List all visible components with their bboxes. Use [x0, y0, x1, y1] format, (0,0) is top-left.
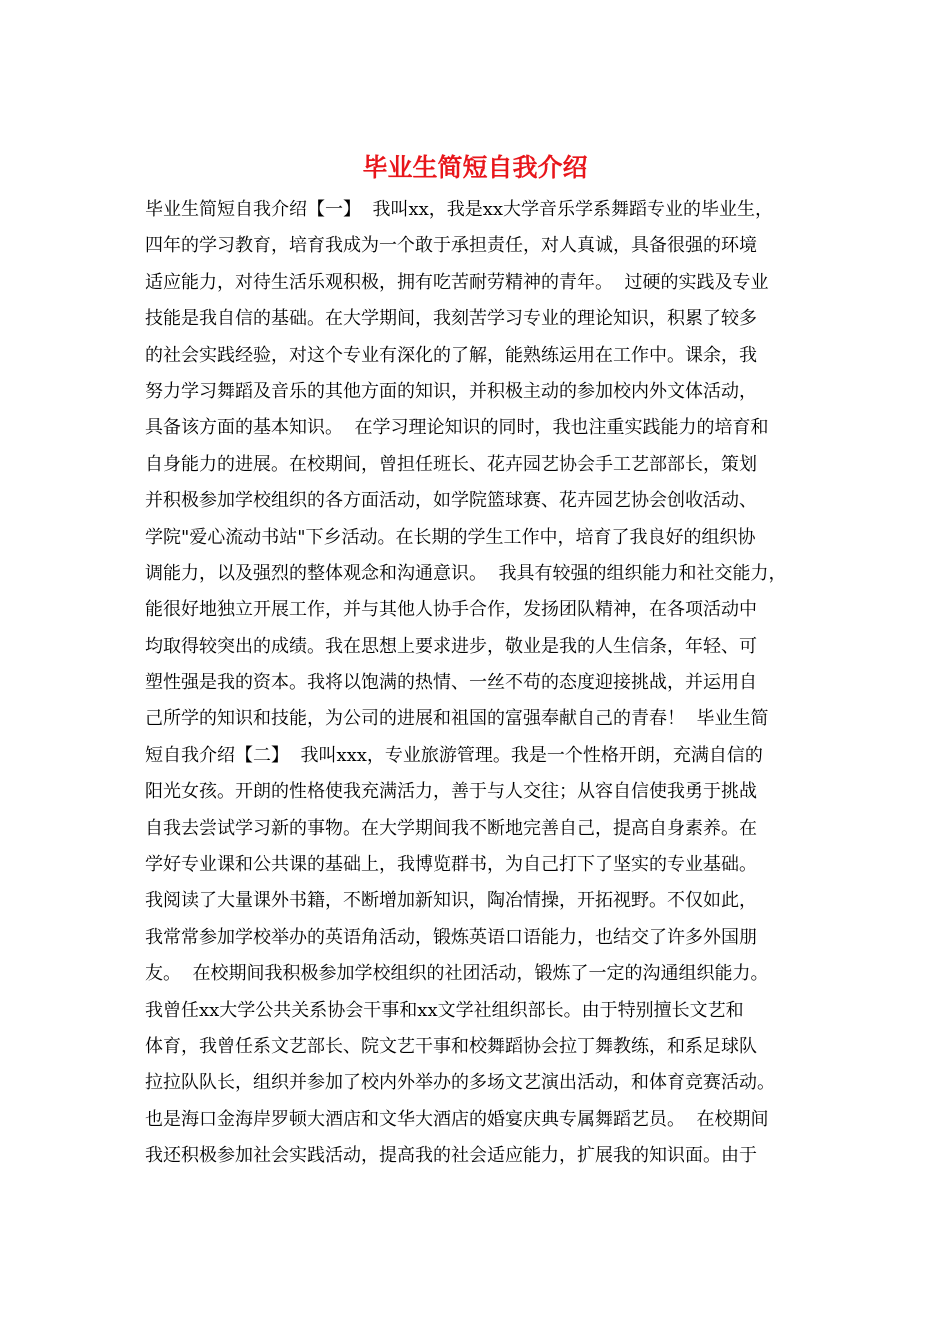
body-line: 自我去尝试学习新的事物。在大学期间我不断地完善自己，提高自身素养。在 — [145, 817, 757, 839]
body-line: 学院"爱心流动书站"下乡活动。在长期的学生工作中，培育了我良好的组织协 — [145, 526, 756, 548]
body-line: 学好专业课和公共课的基础上，我博览群书，为自己打下了坚实的专业基础。 — [145, 854, 757, 876]
body-line: 均取得较突出的成绩。我在思想上要求进步，敬业是我的人生信条，年轻、可 — [145, 635, 757, 657]
body-line: 调能力，以及强烈的整体观念和沟通意识。 我具有较强的组织能力和社交能力， — [145, 562, 787, 584]
body-line: 短自我介绍【二】 我叫xxx，专业旅游管理。我是一个性格开朗，充满自信的 — [145, 744, 763, 766]
body-line: 具备该方面的基本知识。 在学习理论知识的同时，我也注重实践能力的培育和 — [145, 417, 769, 439]
body-line: 自身能力的进展。在校期间，曾担任班长、花卉园艺协会手工艺部部长，策划 — [145, 453, 757, 475]
document-body — [145, 192, 825, 1175]
body-line: 阳光女孩。开朗的性格使我充满活力，善于与人交往；从容自信使我勇于挑战 — [145, 781, 757, 803]
body-line: 能很好地独立开展工作，并与其他人协手合作，发扬团队精神，在各项活动中 — [145, 599, 757, 621]
body-line: 己所学的知识和技能，为公司的进展和祖国的富强奉献自己的青春！ 毕业生简 — [145, 708, 769, 730]
body-line: 塑性强是我的资本。我将以饱满的热情、一丝不苟的态度迎接挑战，并运用自 — [145, 672, 757, 694]
body-line: 也是海口金海岸罗顿大酒店和文华大酒店的婚宴庆典专属舞蹈艺员。 在校期间 — [145, 1108, 769, 1130]
body-line: 拉拉队队长，组织并参加了校内外举办的多场文艺演出活动，和体育竞赛活动。 — [145, 1072, 775, 1094]
body-line: 适应能力，对待生活乐观积极，拥有吃苦耐劳精神的青年。 过硬的实践及专业 — [145, 271, 769, 293]
body-line: 四年的学习教育，培育我成为一个敢于承担责任，对人真诚，具备很强的环境 — [145, 235, 757, 257]
body-line: 技能是我自信的基础。在大学期间，我刻苦学习专业的理论知识，积累了较多 — [145, 308, 757, 330]
body-line: 努力学习舞蹈及音乐的其他方面的知识，并积极主动的参加校内外文体活动， — [145, 380, 757, 402]
body-line: 友。 在校期间我积极参加学校组织的社团活动，锻炼了一定的沟通组织能力。 — [145, 963, 769, 985]
body-line: 体育，我曾任系文艺部长、院文艺干事和校舞蹈协会拉丁舞教练，和系足球队 — [145, 1035, 757, 1057]
body-line: 的社会实践经验，对这个专业有深化的了解，能熟练运用在工作中。课余，我 — [145, 344, 757, 366]
body-line: 我还积极参加社会实践活动，提高我的社会适应能力，扩展我的知识面。由于 — [145, 1145, 757, 1167]
body-line: 毕业生简短自我介绍【一】 我叫xx，我是xx大学音乐学系舞蹈专业的毕业生， — [145, 199, 774, 220]
body-line: 我曾任xx大学公共关系协会干事和xx文学社组织部长。由于特别擅长文艺和 — [145, 999, 744, 1021]
body-line: 我常常参加学校举办的英语角活动，锻炼英语口语能力，也结交了许多外国朋 — [145, 926, 757, 948]
document-title: 毕业生简短自我介绍 — [362, 153, 588, 182]
body-line: 我阅读了大量课外书籍，不断增加新知识，陶冶情操，开拓视野。不仅如此， — [145, 890, 757, 912]
body-line: 并积极参加学校组织的各方面活动，如学院篮球赛、花卉园艺协会创收活动、 — [145, 490, 757, 512]
